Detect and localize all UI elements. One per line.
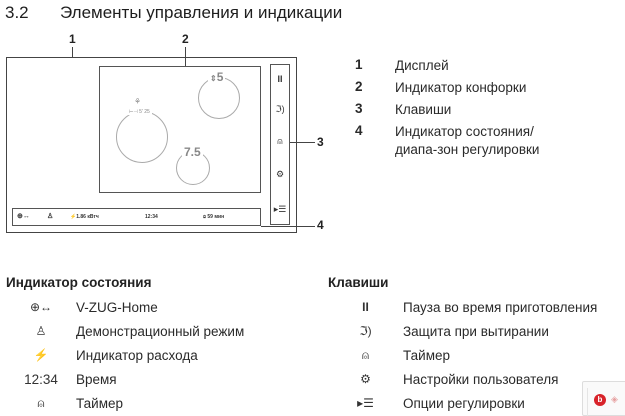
time-text: 12:34	[24, 371, 58, 387]
callout-2: 2	[182, 32, 189, 46]
cooking-zone-ring	[116, 111, 168, 163]
demo-mode-icon: ♙	[35, 324, 47, 338]
leader-line-1	[72, 47, 73, 57]
section-title: Индикатор состояния	[6, 275, 152, 290]
bell-icon: ⍝	[361, 347, 370, 362]
options-icon: ▸☰	[357, 396, 374, 410]
callout-4: 4	[317, 218, 324, 232]
pause-icon[interactable]: II	[277, 74, 283, 84]
power-icon: ⚡	[33, 348, 49, 362]
bell-icon[interactable]: ⍝	[277, 136, 283, 146]
callout-1: 1	[69, 32, 76, 46]
settings-icon[interactable]: ⚙	[275, 169, 285, 179]
list-item: ♙ Демонстрационный режим	[6, 319, 244, 343]
section-title: Элементы управления и индикации	[60, 3, 343, 22]
list-item: ⊕↔ V-ZUG-Home	[6, 295, 244, 319]
section-heading	[5, 3, 342, 23]
list-item: ℑ) Защита при вытирании	[328, 319, 597, 343]
zone-level: ⇕5	[210, 70, 224, 84]
pan-cooking-icon: ⚘	[134, 97, 142, 106]
list-item: 12:34 Время	[6, 367, 244, 391]
list-item: ⚡ Индикатор расхода	[6, 343, 244, 367]
settings-icon: ⚙	[360, 372, 371, 386]
widget-divider	[587, 388, 588, 416]
list-item: ⍝ Таймер	[6, 391, 244, 415]
heat-adjust-arrows-icon: ⇕	[210, 74, 217, 83]
status-bar	[12, 208, 261, 226]
keys-section	[328, 275, 597, 415]
timer-remaining: ⍝ 59 мин	[203, 214, 225, 220]
network-home-icon: ⊕↔	[17, 213, 30, 220]
hob-zone-area	[99, 66, 261, 193]
legend-item: 4 Индикатор состояния/диапа-зон регулировки	[355, 123, 540, 157]
list-item: ▸☰ Опции регулировки	[328, 391, 597, 415]
legend-item: 3 Клавиши	[355, 101, 452, 117]
demo-mode-icon: ♙	[47, 213, 54, 220]
callout-3: 3	[317, 135, 324, 149]
status-indicators-section	[6, 275, 244, 415]
legend-item: 2 Индикатор конфорки	[355, 79, 527, 95]
clock-time: 12:34	[145, 214, 158, 220]
bell-icon: ⍝	[37, 395, 45, 410]
zone-level: 7.5	[184, 145, 201, 159]
network-home-icon: ⊕↔	[29, 300, 53, 314]
section-number: 3.2	[5, 3, 29, 22]
wipe-protection-icon: ℑ)	[359, 324, 372, 338]
wipe-protection-icon[interactable]: ℑ)	[275, 104, 285, 114]
list-item: ⍝ Таймер	[328, 343, 597, 367]
legend-item: 1 Дисплей	[355, 57, 449, 73]
beats-logo-icon[interactable]: b	[594, 394, 606, 406]
keys-panel	[270, 64, 290, 225]
zone-timer: ⊢⊣ 5' 25	[129, 109, 150, 115]
list-item: ⚙ Настройки пользователя	[328, 367, 597, 391]
options-icon[interactable]: ▸☰	[273, 204, 287, 214]
figure-legend	[355, 57, 625, 159]
pause-icon: II	[362, 300, 369, 314]
diamond-icon[interactable]: ◈	[611, 394, 618, 404]
section-title: Клавиши	[328, 275, 389, 290]
list-item: II Пауза во время приготовления	[328, 295, 597, 319]
power-consumption: ⚡1.86 кВтч	[70, 214, 99, 220]
